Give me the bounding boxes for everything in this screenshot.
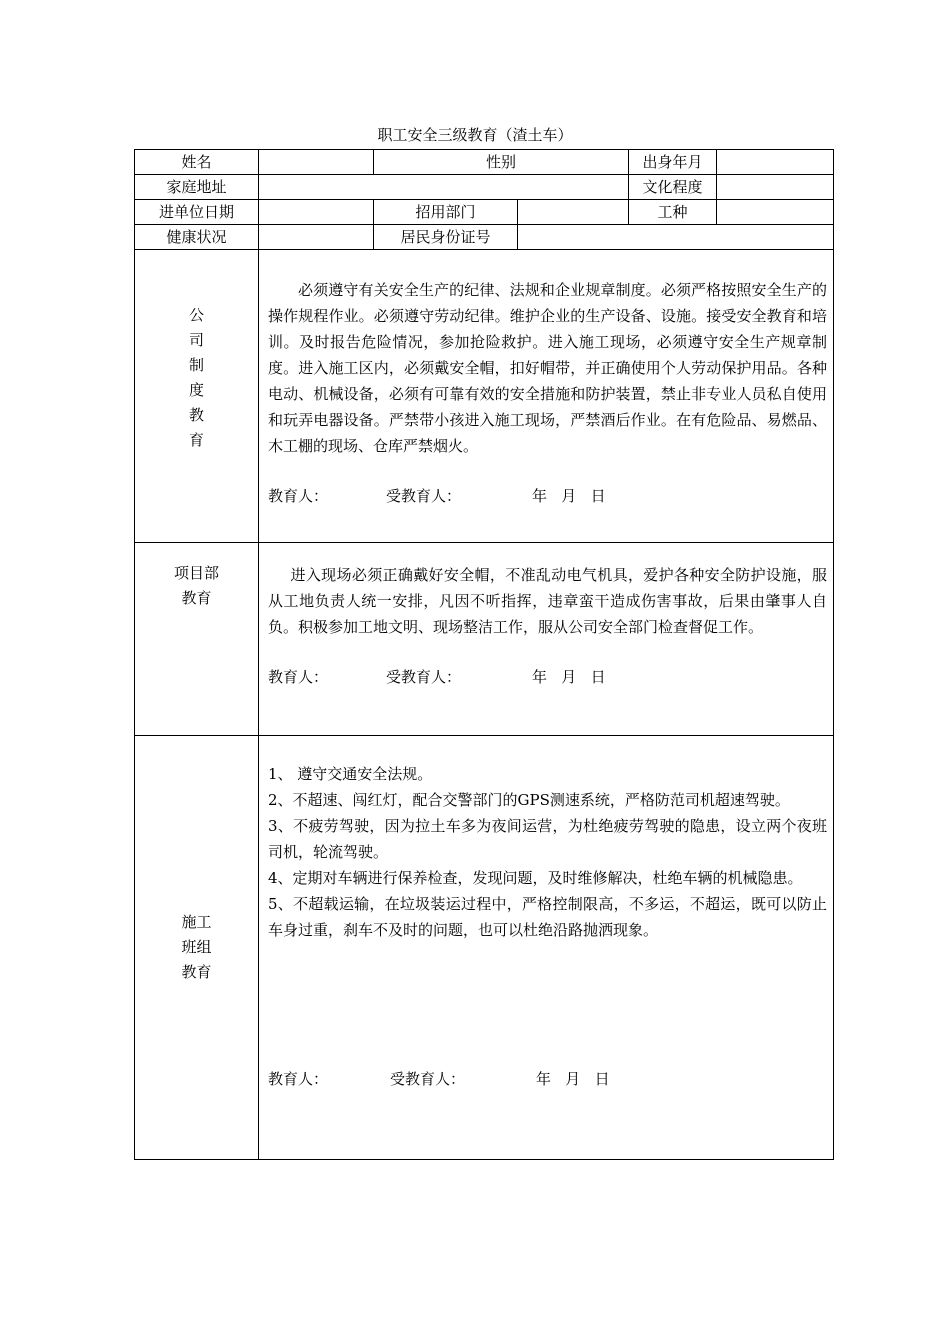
date-label: 年 月 日 [532, 668, 606, 686]
team-education-content [259, 736, 834, 1160]
hire-dept-value[interactable] [518, 200, 629, 225]
company-label-char: 制 [188, 356, 204, 374]
team-education-label [135, 736, 259, 1160]
row-address [135, 175, 834, 200]
educator-label: 教育人： [268, 487, 329, 505]
date-label: 年 月 日 [536, 1070, 610, 1088]
row-team-education [135, 736, 834, 1160]
company-label-char: 司 [188, 331, 204, 349]
id-value[interactable] [518, 225, 834, 250]
team-rule-item: 4、定期对车辆进行保养检查，发现问题，及时维修解决，杜绝车辆的机械隐患。 [268, 869, 803, 887]
company-rules-text: 必须遵守有关安全生产的纪律、法规和企业规章制度。必须严格按照安全生产的操作规程作业。必须遵守劳动纪律。维护企业的生产设备、设施。接受安全教育和培训。及时报告危险情况，参加抢险救护。进入施工现场，必须遵守安全生产规章制度。进入施工区内，必须戴安全帽，扣好帽带，并正确使用个人劳动保护用品。各种电动、机械设备，必须有可靠有效的安全措施和防护装置，禁止非专业人员私自使用和玩弄电器设备。严禁带小孩进入施工现场，严禁酒后作业。在有危险品、易燃品、木工棚的现场、仓库严禁烟火。 [268, 281, 828, 455]
trainee-label: 受教育人： [390, 1070, 466, 1088]
gender-label: 性别 [374, 150, 629, 175]
team-rules-list [268, 761, 827, 943]
team-rule-item: 1、 遵守交通安全法规。 [268, 765, 433, 783]
row-health [135, 225, 834, 250]
educator-label: 教育人： [268, 1070, 329, 1088]
date-label: 年 月 日 [532, 487, 606, 505]
name-label: 姓名 [135, 150, 259, 175]
id-label: 居民身份证号 [374, 225, 518, 250]
job-type-value[interactable] [717, 200, 834, 225]
trainee-label: 受教育人： [386, 487, 462, 505]
birth-label: 出身年月 [629, 150, 717, 175]
team-rule-item: 3、不疲劳驾驶，因为拉土车多为夜间运营，为杜绝疲劳驾驶的隐患，设立两个夜班司机，轮流驾驶。 [268, 817, 828, 861]
address-label: 家庭地址 [135, 175, 259, 200]
team-label-line: 班组 [181, 938, 212, 956]
row-name [135, 150, 834, 175]
educator-label: 教育人： [268, 668, 329, 686]
team-label-line: 教育 [181, 963, 212, 981]
project-label-line: 教育 [181, 589, 212, 607]
company-label-char: 度 [188, 381, 204, 399]
page-title: 职工安全三级教育（渣土车） [377, 126, 573, 144]
team-sign-line [268, 1067, 827, 1091]
job-type-label: 工种 [629, 200, 717, 225]
row-project-education [135, 543, 834, 736]
health-value[interactable] [259, 225, 374, 250]
project-label-line: 项目部 [173, 564, 219, 582]
hire-dept-label: 招用部门 [374, 200, 518, 225]
company-label-char: 公 [188, 306, 204, 324]
company-education-label [135, 250, 259, 543]
project-education-content [259, 543, 834, 736]
name-value[interactable] [259, 150, 374, 175]
education-form-table [134, 149, 834, 1160]
education-label: 文化程度 [629, 175, 717, 200]
company-sign-line [268, 484, 827, 508]
health-label: 健康状况 [135, 225, 259, 250]
entry-date-value[interactable] [259, 200, 374, 225]
team-label-line: 施工 [181, 913, 212, 931]
company-label-char: 育 [188, 431, 204, 449]
birth-value[interactable] [717, 150, 834, 175]
team-rule-item: 2、不超速、闯红灯，配合交警部门的GPS测速系统，严格防范司机超速驾驶。 [268, 791, 790, 809]
team-rule-item: 5、不超载运输，在垃圾装运过程中，严格控制限高，不多运，不超运，既可以防止车身过重，刹车不及时的问题，也可以杜绝沿路抛洒现象。 [268, 895, 828, 939]
company-label-char: 教 [188, 406, 204, 424]
trainee-label: 受教育人： [386, 668, 462, 686]
project-rules-text: 进入现场必须正确戴好安全帽，不准乱动电气机具，爱护各种安全防护设施，服从工地负责人统一安排，凡因不听指挥，违章蛮干造成伤害事故，后果由肇事人自负。积极参加工地文明、现场整洁工作，服从公司安全部门检查督促工作。 [268, 566, 828, 636]
address-value[interactable] [259, 175, 629, 200]
company-education-content [259, 250, 834, 543]
row-entry [135, 200, 834, 225]
project-education-label [135, 543, 259, 736]
project-sign-line [268, 665, 827, 689]
row-company-education [135, 250, 834, 543]
education-value[interactable] [717, 175, 834, 200]
entry-date-label: 进单位日期 [135, 200, 259, 225]
